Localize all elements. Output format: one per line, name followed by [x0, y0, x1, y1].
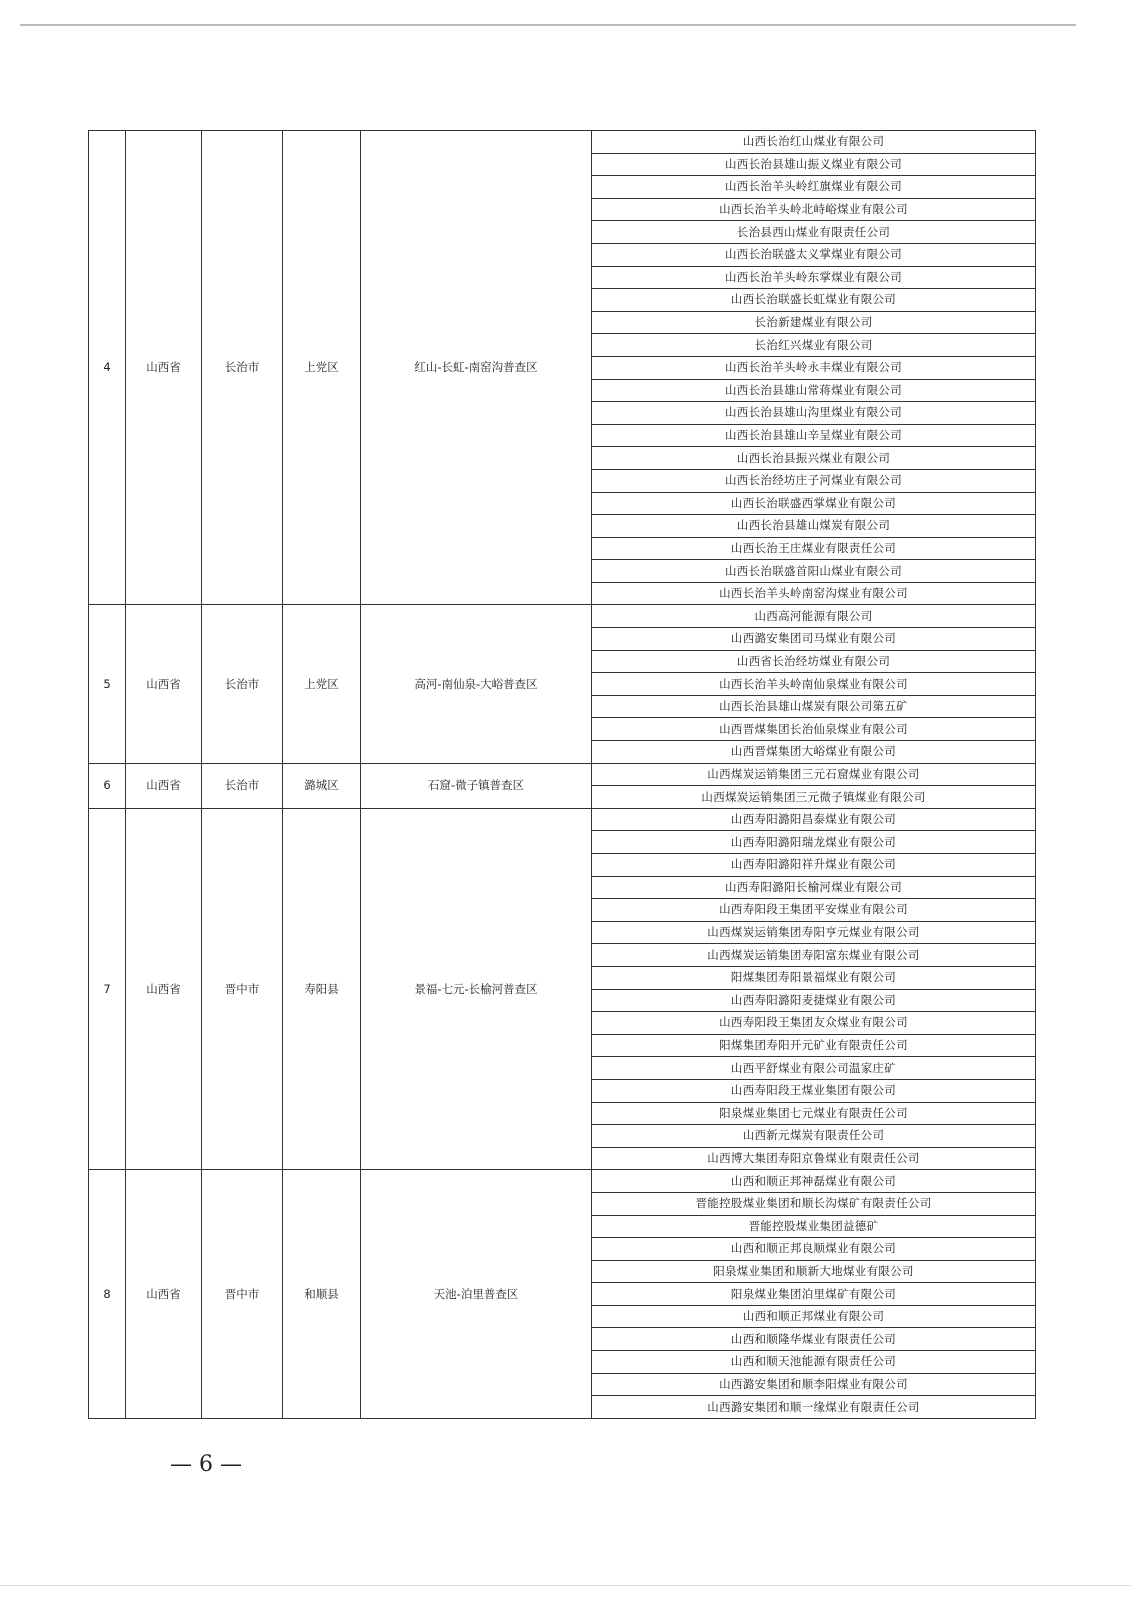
company-cell: 山西长治县雄山煤炭有限公司 [592, 515, 1036, 538]
company-cell: 山西长治羊头岭东掌煤业有限公司 [592, 266, 1036, 289]
company-cell: 山西长治羊头岭北峙峪煤业有限公司 [592, 198, 1036, 221]
row-number: 4 [89, 131, 126, 605]
company-cell: 山西长治县雄山振义煤业有限公司 [592, 153, 1036, 176]
company-cell: 山西寿阳段王集团平安煤业有限公司 [592, 899, 1036, 922]
company-cell: 山西寿阳潞阳瑞龙煤业有限公司 [592, 831, 1036, 854]
province-cell: 山西省 [126, 763, 202, 808]
survey-area-cell: 天池-泊里普查区 [361, 1170, 592, 1419]
province-cell: 山西省 [126, 131, 202, 605]
company-cell: 阳煤集团寿阳景福煤业有限公司 [592, 966, 1036, 989]
company-cell: 晋能控股煤业集团和顺长沟煤矿有限责任公司 [592, 1192, 1036, 1215]
company-cell: 山西长治羊头岭红旗煤业有限公司 [592, 176, 1036, 199]
district-cell: 上党区 [283, 131, 361, 605]
company-cell: 山西潞安集团和顺一缘煤业有限责任公司 [592, 1396, 1036, 1419]
city-cell: 长治市 [202, 763, 283, 808]
company-cell: 山西省长治经坊煤业有限公司 [592, 650, 1036, 673]
company-cell: 长治县西山煤业有限责任公司 [592, 221, 1036, 244]
province-cell: 山西省 [126, 808, 202, 1170]
company-cell: 山西寿阳潞阳麦捷煤业有限公司 [592, 989, 1036, 1012]
company-cell: 山西平舒煤业有限公司温家庄矿 [592, 1057, 1036, 1080]
company-cell: 山西博大集团寿阳京鲁煤业有限责任公司 [592, 1147, 1036, 1170]
company-cell: 山西煤炭运销集团寿阳亨元煤业有限公司 [592, 921, 1036, 944]
row-number: 8 [89, 1170, 126, 1419]
company-cell: 山西长治联盛长虹煤业有限公司 [592, 289, 1036, 312]
company-cell: 山西和顺正邦良顺煤业有限公司 [592, 1238, 1036, 1261]
company-cell: 山西长治红山煤业有限公司 [592, 131, 1036, 154]
company-cell: 山西寿阳潞阳祥升煤业有限公司 [592, 854, 1036, 877]
company-cell: 山西长治联盛太义掌煤业有限公司 [592, 243, 1036, 266]
company-cell: 山西煤炭运销集团三元微子镇煤业有限公司 [592, 786, 1036, 809]
district-cell: 寿阳县 [283, 808, 361, 1170]
company-cell: 长治新建煤业有限公司 [592, 311, 1036, 334]
company-cell: 阳泉煤业集团和顺新大地煤业有限公司 [592, 1260, 1036, 1283]
city-cell: 长治市 [202, 605, 283, 763]
company-cell: 山西晋煤集团长治仙泉煤业有限公司 [592, 718, 1036, 741]
city-cell: 晋中市 [202, 808, 283, 1170]
company-cell: 山西长治县雄山煤炭有限公司第五矿 [592, 695, 1036, 718]
table-row [89, 808, 1036, 831]
company-cell: 山西长治县振兴煤业有限公司 [592, 447, 1036, 470]
company-cell: 山西寿阳段王集团友众煤业有限公司 [592, 1012, 1036, 1035]
district-cell: 和顺县 [283, 1170, 361, 1419]
company-cell: 阳煤集团寿阳开元矿业有限责任公司 [592, 1034, 1036, 1057]
company-cell: 山西长治王庄煤业有限责任公司 [592, 537, 1036, 560]
company-cell: 山西长治经坊庄子河煤业有限公司 [592, 469, 1036, 492]
company-cell: 山西高河能源有限公司 [592, 605, 1036, 628]
coal-mine-table [88, 130, 1036, 1419]
company-cell: 山西寿阳潞阳昌泰煤业有限公司 [592, 808, 1036, 831]
table-row [89, 763, 1036, 786]
company-cell: 山西寿阳段王煤业集团有限公司 [592, 1079, 1036, 1102]
company-cell: 山西潞安集团和顺李阳煤业有限公司 [592, 1373, 1036, 1396]
row-number: 5 [89, 605, 126, 763]
page-bottom-edge [0, 1585, 1131, 1586]
company-cell: 山西长治联盛首阳山煤业有限公司 [592, 560, 1036, 583]
company-cell: 山西煤炭运销集团寿阳富东煤业有限公司 [592, 944, 1036, 967]
row-number: 6 [89, 763, 126, 808]
table-row [89, 605, 1036, 628]
district-cell: 上党区 [283, 605, 361, 763]
company-cell: 晋能控股煤业集团益德矿 [592, 1215, 1036, 1238]
city-cell: 晋中市 [202, 1170, 283, 1419]
province-cell: 山西省 [126, 605, 202, 763]
table-row [89, 1170, 1036, 1193]
survey-area-cell: 高河-南仙泉-大峪普查区 [361, 605, 592, 763]
company-cell: 山西长治联盛西掌煤业有限公司 [592, 492, 1036, 515]
company-cell: 山西长治羊头岭南窑沟煤业有限公司 [592, 582, 1036, 605]
district-cell: 潞城区 [283, 763, 361, 808]
company-cell: 山西长治县雄山沟里煤业有限公司 [592, 402, 1036, 425]
company-cell: 阳泉煤业集团泊里煤矿有限公司 [592, 1283, 1036, 1306]
survey-area-cell: 石窟-微子镇普查区 [361, 763, 592, 808]
company-cell: 山西和顺正邦神磊煤业有限公司 [592, 1170, 1036, 1193]
company-cell: 山西长治县雄山辛呈煤业有限公司 [592, 424, 1036, 447]
company-cell: 山西潞安集团司马煤业有限公司 [592, 628, 1036, 651]
company-cell: 长治红兴煤业有限公司 [592, 334, 1036, 357]
company-cell: 山西长治县雄山常蒋煤业有限公司 [592, 379, 1036, 402]
city-cell: 长治市 [202, 131, 283, 605]
row-number: 7 [89, 808, 126, 1170]
page-number: — 6 — [170, 1452, 242, 1477]
company-cell: 山西新元煤炭有限责任公司 [592, 1125, 1036, 1148]
table-row [89, 131, 1036, 154]
province-cell: 山西省 [126, 1170, 202, 1419]
company-cell: 山西和顺正邦煤业有限公司 [592, 1305, 1036, 1328]
company-cell: 阳泉煤业集团七元煤业有限责任公司 [592, 1102, 1036, 1125]
page-top-edge [20, 24, 1076, 26]
company-cell: 山西晋煤集团大峪煤业有限公司 [592, 741, 1036, 764]
company-cell: 山西和顺天池能源有限责任公司 [592, 1351, 1036, 1374]
company-cell: 山西长治羊头岭南仙泉煤业有限公司 [592, 673, 1036, 696]
company-cell: 山西煤炭运销集团三元石窟煤业有限公司 [592, 763, 1036, 786]
company-cell: 山西长治羊头岭永丰煤业有限公司 [592, 356, 1036, 379]
survey-area-cell: 景福-七元-长榆河普查区 [361, 808, 592, 1170]
company-cell: 山西寿阳潞阳长榆河煤业有限公司 [592, 876, 1036, 899]
survey-area-cell: 红山-长虹-南窑沟普查区 [361, 131, 592, 605]
company-cell: 山西和顺隆华煤业有限责任公司 [592, 1328, 1036, 1351]
